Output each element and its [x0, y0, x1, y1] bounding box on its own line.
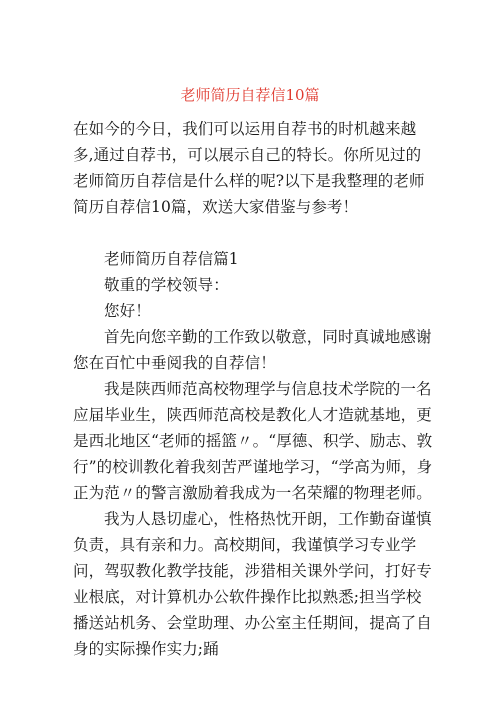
section-heading: 老师简历自荐信篇1 — [104, 250, 239, 268]
body-paragraph: 首先向您辛勤的工作致以敬意，同时真诚地感谢您在百忙中垂阅我的自荐信！ — [73, 328, 432, 372]
document-title: 老师简历自荐信10篇 — [180, 86, 320, 104]
intro-paragraph: 在如今的今日，我们可以运用自荐书的时机越来越多,通过自荐书，可以展示自己的特长。你所见过的老师简历自荐信是什么样的呢?以下是我整理的老师简历自荐信10篇，欢送大家借鉴与参考！ — [73, 120, 425, 216]
document-body — [73, 116, 433, 662]
salutation: 敬重的学校领导： — [104, 276, 229, 294]
greeting: 您好！ — [104, 302, 151, 320]
blank-line — [73, 220, 433, 246]
body-paragraph: 我是陕西师范高校物理学与信息技术学院的一名应届毕业生，陕西师范高校是教化人才造就基地，更是西北地区“老师的摇篮〃。“厚德、积学、励志、敦行”的校训教化着我刻苦严谨地学习，“学高为师，身正为范〃的警言激励着我成为一名荣耀的物理老师。 — [73, 380, 433, 502]
body-paragraph: 我为人恳切虚心，性格热忱开朗，工作勤奋谨慎负责，具有亲和力。高校期间，我谨慎学习专业学问，驾驭教化教学技能，涉猎相关课外学问，打好专业根底，对计算机办公软件操作比拟熟悉;担当学校播送站机务、会堂助理、办公室主任期间，提高了自身的实际操作实力;踊 — [73, 510, 432, 658]
